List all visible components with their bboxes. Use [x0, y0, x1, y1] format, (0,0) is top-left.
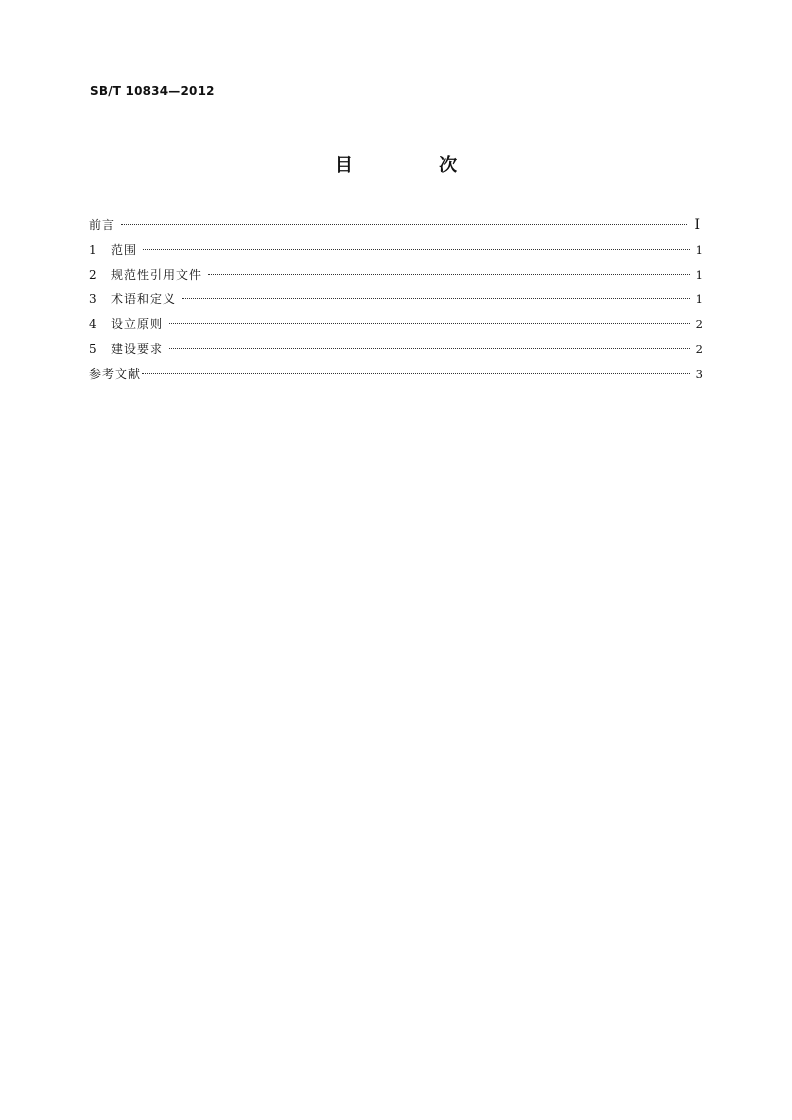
toc-entry-label: 建设要求 — [111, 341, 164, 356]
toc-leader-dots — [142, 373, 690, 374]
toc-entry-number: 5 — [89, 341, 97, 356]
toc-entry-page: 3 — [695, 366, 703, 381]
toc-leader-dots — [208, 274, 690, 275]
toc-entry-page: 2 — [695, 317, 703, 332]
toc-leader-dots — [121, 224, 687, 225]
toc-entry-label: 参考文献 — [89, 366, 142, 381]
toc-entry-page: 2 — [695, 341, 703, 356]
toc-entry-normative-references[interactable] — [89, 265, 703, 290]
toc-leader-dots — [169, 323, 690, 324]
toc-entry-foreword[interactable] — [89, 215, 703, 240]
toc-entry-bibliography[interactable] — [89, 364, 703, 389]
standard-code: SB/T 10834—2012 — [90, 84, 215, 98]
toc-entry-requirements[interactable] — [89, 339, 703, 364]
toc-entry-scope[interactable] — [89, 240, 703, 265]
toc-entry-number: 2 — [89, 267, 97, 282]
toc-entry-number: 4 — [89, 317, 97, 332]
page-title: 目 次 — [334, 155, 498, 176]
toc-entry-label: 前言 — [89, 218, 116, 232]
table-of-contents — [89, 215, 703, 389]
toc-leader-dots — [182, 298, 690, 299]
toc-entry-number: 3 — [89, 292, 97, 307]
toc-entry-principles[interactable] — [89, 314, 703, 339]
toc-entry-page: 1 — [695, 267, 703, 282]
toc-leader-dots — [169, 348, 690, 349]
toc-entry-number: 1 — [89, 242, 97, 257]
toc-entry-label: 术语和定义 — [111, 292, 177, 307]
toc-entry-page: 1 — [695, 242, 703, 257]
toc-leader-dots — [143, 249, 690, 250]
toc-entry-label: 规范性引用文件 — [111, 267, 203, 282]
toc-entry-terms-definitions[interactable] — [89, 289, 703, 314]
toc-entry-label: 范围 — [111, 242, 138, 257]
toc-entry-page: I — [694, 217, 700, 233]
toc-entry-label: 设立原则 — [111, 317, 164, 332]
toc-entry-page: 1 — [695, 292, 703, 307]
